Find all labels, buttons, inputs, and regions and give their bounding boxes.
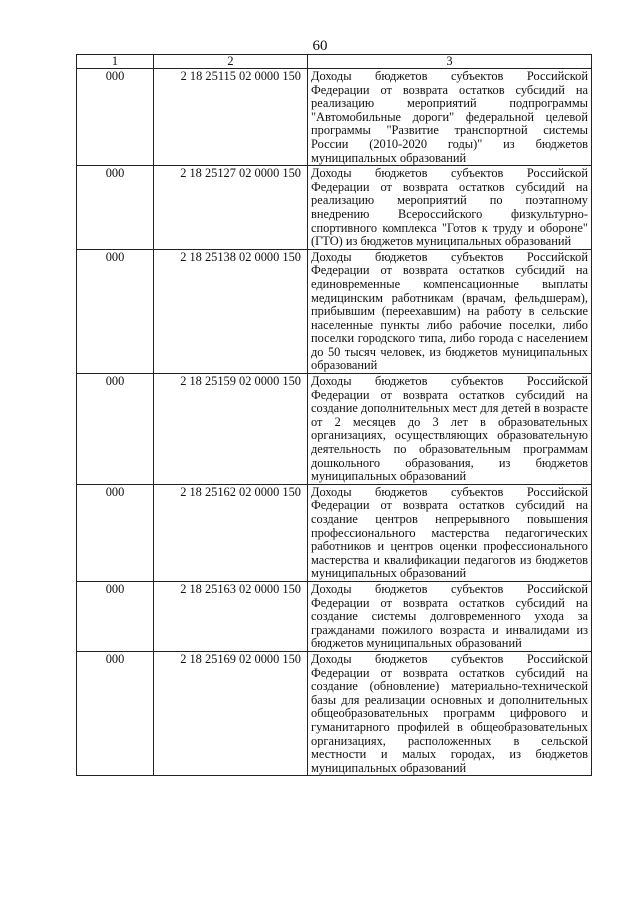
budget-income-codes-table [76,54,592,776]
income-code-cell: 2 18 25159 02 0000 150 [154,374,308,485]
description-cell: Доходы бюджетов субъектов Российской Федерации от возврата остатков субсидий на создание (обновление) материально-технической базы для реализации основных и дополнительных общеобразовательных программ цифрового и гуманитарного профилей в общеобразовательных организациях, расположенных в сельской местности и малых городах, из бюджетов муниципальных образований [308,651,592,775]
admin-code-cell: 000 [77,374,154,485]
income-code-cell: 2 18 25162 02 0000 150 [154,484,308,581]
table-row [77,166,592,250]
income-code-cell: 2 18 25115 02 0000 150 [154,69,308,166]
income-code-cell: 2 18 25138 02 0000 150 [154,249,308,373]
admin-code-cell: 000 [77,651,154,775]
table-header-row [77,55,592,69]
description-cell: Доходы бюджетов субъектов Российской Федерации от возврата остатков субсидий на единовременные компенсационные выплаты медицинским работникам (врачам, фельдшерам), прибывшим (переехавшим) на работу в сельские населенные пункты либо рабочие поселки, либо поселки городского типа, либо города с населением до 50 тысяч человек, из бюджетов муниципальных образований [308,249,592,373]
table-row [77,69,592,166]
admin-code-cell: 000 [77,581,154,651]
table-row [77,651,592,775]
description-cell: Доходы бюджетов субъектов Российской Федерации от возврата остатков субсидий на создание дополнительных мест для детей в возрасте от 2 месяцев до 3 лет в образовательных организациях, осуществляющих образовательную деятельность по образовательным программам дошкольного образования, из бюджетов муниципальных образований [308,374,592,485]
page-number: 60 [312,38,328,54]
table-row [77,249,592,373]
column-header-1: 1 [77,55,154,69]
description-cell: Доходы бюджетов субъектов Российской Федерации от возврата остатков субсидий на реализацию мероприятий подпрограммы "Автомобильные дороги" федеральной целевой программы "Развитие транспортной системы России (2010-2020 годы)" из бюджетов муниципальных образований [308,69,592,166]
income-code-cell: 2 18 25169 02 0000 150 [154,651,308,775]
table-row [77,484,592,581]
admin-code-cell: 000 [77,249,154,373]
admin-code-cell: 000 [77,69,154,166]
income-code-cell: 2 18 25127 02 0000 150 [154,166,308,250]
description-cell: Доходы бюджетов субъектов Российской Федерации от возврата остатков субсидий на создание системы долговременного ухода за гражданами пожилого возраста и инвалидами из бюджетов муниципальных образований [308,581,592,651]
column-header-2: 2 [154,55,308,69]
admin-code-cell: 000 [77,484,154,581]
admin-code-cell: 000 [77,166,154,250]
income-code-cell: 2 18 25163 02 0000 150 [154,581,308,651]
description-cell: Доходы бюджетов субъектов Российской Федерации от возврата остатков субсидий на создание центров непрерывного повышения профессионального мастерства педагогических работников и центров оценки профессионального мастерства и квалификации педагогов из бюджетов муниципальных образований [308,484,592,581]
table-row [77,374,592,485]
description-cell: Доходы бюджетов субъектов Российской Федерации от возврата остатков субсидий на реализацию мероприятий по поэтапному внедрению Всероссийского физкультурно-спортивного комплекса "Готов к труду и обороне" (ГТО) из бюджетов муниципальных образований [308,166,592,250]
column-header-3: 3 [308,55,592,69]
table-row [77,581,592,651]
